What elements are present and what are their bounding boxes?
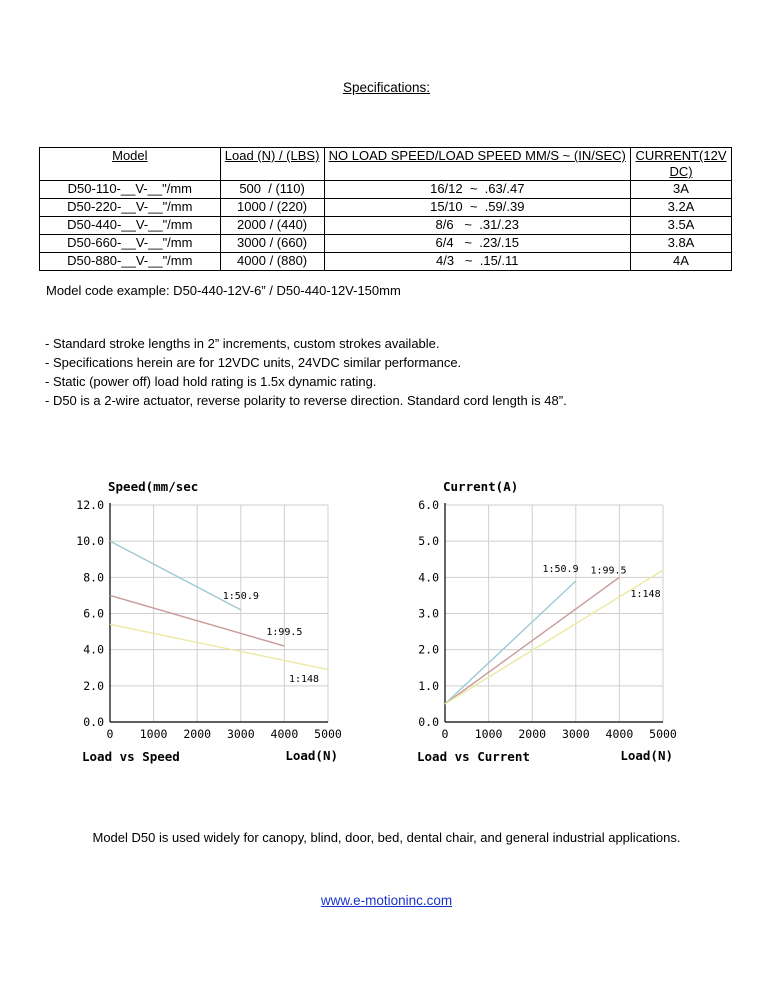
header-model: Model [40,148,221,181]
y-tick-label: 2.0 [83,678,104,693]
cell-load: 4000 / (880) [220,253,324,271]
x-tick-label: 3000 [561,727,590,741]
y-tick-label: 10.0 [76,534,104,549]
table-row [40,181,732,199]
cell-current: 3A [630,181,731,199]
x-tick-label: 0 [106,727,114,741]
cell-speed: 4/3 ~ .15/.11 [324,253,630,271]
series-label: 1:99.5 [590,565,627,577]
specifications-table [39,147,732,271]
y-tick-label: 6.0 [83,606,104,621]
y-tick-label: 12.0 [76,498,104,512]
series-label: 1:50.9 [542,563,579,575]
website-link[interactable]: www.e-motioninc.com [320,893,453,908]
x-axis-title: Load(N) [285,748,338,763]
note-item: - D50 is a 2-wire actuator, reverse polarity to reverse direction. Standard cord length is 48”. [45,393,567,408]
cell-load: 3000 / (660) [220,235,324,253]
cell-current: 3.2A [630,199,731,217]
x-tick-label: 2000 [518,727,547,741]
table-row [40,199,732,217]
x-tick-label: 1000 [139,727,168,741]
cell-speed: 16/12 ~ .63/.47 [324,181,630,199]
cell-model: D50-110-__V-__"/mm [40,181,221,199]
y-axis-title: Current(A) [443,479,519,494]
y-tick-label: 8.0 [83,570,104,585]
cell-speed: 6/4 ~ .23/.15 [324,235,630,253]
cell-model: D50-880-__V-__"/mm [40,253,221,271]
series-label: 1:148 [630,589,661,601]
cell-current: 4A [630,253,731,271]
cell-speed: 15/10 ~ .59/.39 [324,199,630,217]
y-tick-label: 5.0 [418,534,439,549]
cell-current: 3.5A [630,217,731,235]
cell-model: D50-220-__V-__"/mm [40,199,221,217]
note-item: - Standard stroke lengths in 2” increments, custom strokes available. [45,336,440,351]
series-label: 1:148 [288,674,320,686]
header-current: CURRENT(12V DC) [630,148,731,181]
cell-current: 3.8A [630,235,731,253]
cell-load: 1000 / (220) [220,199,324,217]
cell-speed: 8/6 ~ .31/.23 [324,217,630,235]
x-tick-label: 4000 [270,727,299,741]
y-tick-label: 3.0 [418,606,439,621]
header-speed: NO LOAD SPEED/LOAD SPEED MM/S ~ (IN/SEC) [324,148,630,181]
cell-load: 2000 / (440) [220,217,324,235]
model-code-example: Model code example: D50-440-12V-6” / D50-440-12V-150mm [46,283,401,298]
x-tick-label: 3000 [226,727,255,741]
x-tick-label: 1000 [474,727,503,741]
header-load: Load (N) / (LBS) [220,148,324,181]
series-line-1-50-9 [110,541,241,610]
page-title: Specifications: [342,80,431,95]
x-tick-label: 5000 [314,727,342,741]
x-tick-label: 5000 [649,727,677,741]
series-label: 1:99.5 [266,627,303,639]
load-vs-speed-chart [70,470,370,775]
table-row [40,253,732,271]
y-tick-label: 4.0 [418,570,439,585]
cell-load: 500 / (110) [220,181,324,199]
chart-caption: Load vs Speed [82,749,180,764]
x-tick-label: 2000 [183,727,212,741]
y-tick-label: 2.0 [418,642,439,657]
note-item: - Specifications herein are for 12VDC units, 24VDC similar performance. [45,355,462,370]
y-tick-label: 6.0 [418,498,439,512]
x-tick-label: 4000 [605,727,634,741]
y-axis-title: Speed(mm/sec [108,479,199,494]
y-tick-label: 4.0 [83,642,104,657]
chart-caption: Load vs Current [417,749,530,764]
x-tick-label: 0 [441,727,449,741]
load-vs-current-chart [405,470,705,775]
series-label: 1:50.9 [222,591,259,603]
table-header-row [40,148,732,181]
table-row [40,217,732,235]
y-tick-label: 1.0 [418,678,439,693]
table-row [40,235,732,253]
cell-model: D50-440-__V-__"/mm [40,217,221,235]
applications-text: Model D50 is used widely for canopy, blind, door, bed, dental chair, and general industrial applications. [92,830,681,845]
note-item: - Static (power off) load hold rating is 1.5x dynamic rating. [45,374,377,389]
cell-model: D50-660-__V-__"/mm [40,235,221,253]
y-tick-label: 0.0 [83,715,104,729]
notes-list [45,334,567,410]
y-tick-label: 0.0 [418,715,439,729]
x-axis-title: Load(N) [620,748,673,763]
